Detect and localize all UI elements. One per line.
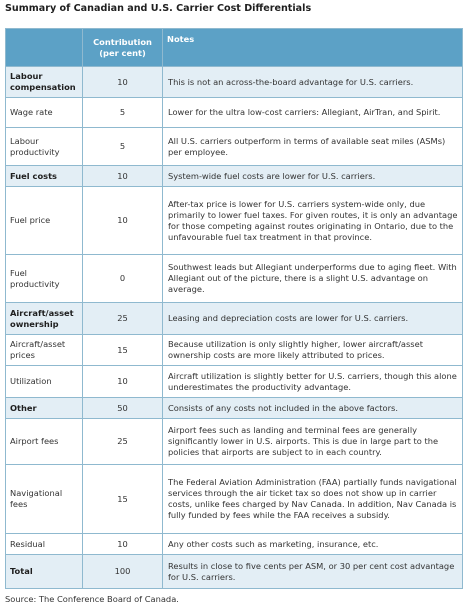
category-cell: Fuel productivity [6,255,83,303]
notes-cell: Any other costs such as marketing, insurance, etc. [163,534,463,555]
table-row-fuel-productivity [6,255,463,303]
notes-cell: System-wide fuel costs are lower for U.S. carriers. [163,166,463,187]
notes-cell: This is not an across-the-board advantage for U.S. carriers. [163,67,463,98]
notes-cell: The Federal Aviation Administration (FAA) partially funds navigational services through the air ticket tax so does not show up in carrier costs, unlike fees charged by Nav Canada. In addition, Nav Canada is fully funded by fees while the FAA receives a subsidy. [163,465,463,534]
contribution-cell: 10 [83,67,163,98]
contribution-cell: 15 [83,335,163,366]
source-note: Source: The Conference Board of Canada. [5,594,179,604]
contribution-cell: 10 [83,366,163,398]
contribution-cell: 5 [83,98,163,128]
table-row-fuel-costs [6,166,463,187]
table-title: Summary of Canadian and U.S. Carrier Cost Differentials [5,3,312,14]
category-header [6,29,83,67]
notes-cell: All U.S. carriers outperform in terms of available seat miles (ASMs) per employee. [163,128,463,166]
category-cell: Fuel costs [6,166,83,187]
notes-cell: Airport fees such as landing and terminal fees are generally significantly lower in U.S. airports. This is due in large part to the policies that airports are subject to in each country. [163,419,463,465]
notes-cell: After-tax price is lower for U.S. carriers system-wide only, due primarily to lower fuel taxes. For given routes, it is only an advantage for those competing against routes originating in Ontario, due to the unfavourable fuel tax treatment in that province. [163,187,463,255]
table-row-wage-rate [6,98,463,128]
category-cell: Fuel price [6,187,83,255]
notes-cell: Consists of any costs not included in the above factors. [163,398,463,419]
notes-cell: Southwest leads but Allegiant underperforms due to aging fleet. With Allegiant out of the picture, there is a slight U.S. advantage on average. [163,255,463,303]
category-cell: Labour productivity [6,128,83,166]
category-cell: Other [6,398,83,419]
table-row-fuel-price [6,187,463,255]
category-cell: Labour compensation [6,67,83,98]
contribution-cell: 0 [83,255,163,303]
contribution-cell: 10 [83,187,163,255]
notes-header: Notes [163,29,463,67]
category-cell: Total [6,555,83,589]
category-cell: Wage rate [6,98,83,128]
contribution-cell: 10 [83,166,163,187]
category-cell: Aircraft/asset prices [6,335,83,366]
contribution-cell: 50 [83,398,163,419]
category-cell: Utilization [6,366,83,398]
header-row [6,29,463,67]
table-row-labour-productivity [6,128,463,166]
notes-cell: Leasing and depreciation costs are lower for U.S. carriers. [163,303,463,335]
table-row-navigational-fees [6,465,463,534]
notes-cell: Aircraft utilization is slightly better for U.S. carriers, though this alone underestimates the productivity advantage. [163,366,463,398]
table-row-total [6,555,463,589]
table-row-aircraft-asset-prices [6,335,463,366]
contribution-cell: 10 [83,534,163,555]
table-row-utilization [6,366,463,398]
notes-cell: Because utilization is only slightly higher, lower aircraft/asset ownership costs are more likely attributed to prices. [163,335,463,366]
table-row-other [6,398,463,419]
contribution-cell: 5 [83,128,163,166]
notes-cell: Lower for the ultra low-cost carriers: Allegiant, AirTran, and Spirit. [163,98,463,128]
contribution-cell: 15 [83,465,163,534]
table-row-residual [6,534,463,555]
contribution-cell: 100 [83,555,163,589]
contribution-cell: 25 [83,419,163,465]
notes-cell: Results in close to five cents per ASM, or 30 per cent cost advantage for U.S. carriers. [163,555,463,589]
category-cell: Navigational fees [6,465,83,534]
cost-differentials-table [5,28,463,589]
table-row-aircraft-asset-ownership [6,303,463,335]
table-row-airport-fees [6,419,463,465]
contribution-cell: 25 [83,303,163,335]
contribution-header: Contribution (per cent) [83,29,163,67]
category-cell: Residual [6,534,83,555]
category-cell: Aircraft/asset ownership [6,303,83,335]
category-cell: Airport fees [6,419,83,465]
table-row-labour-compensation [6,67,463,98]
